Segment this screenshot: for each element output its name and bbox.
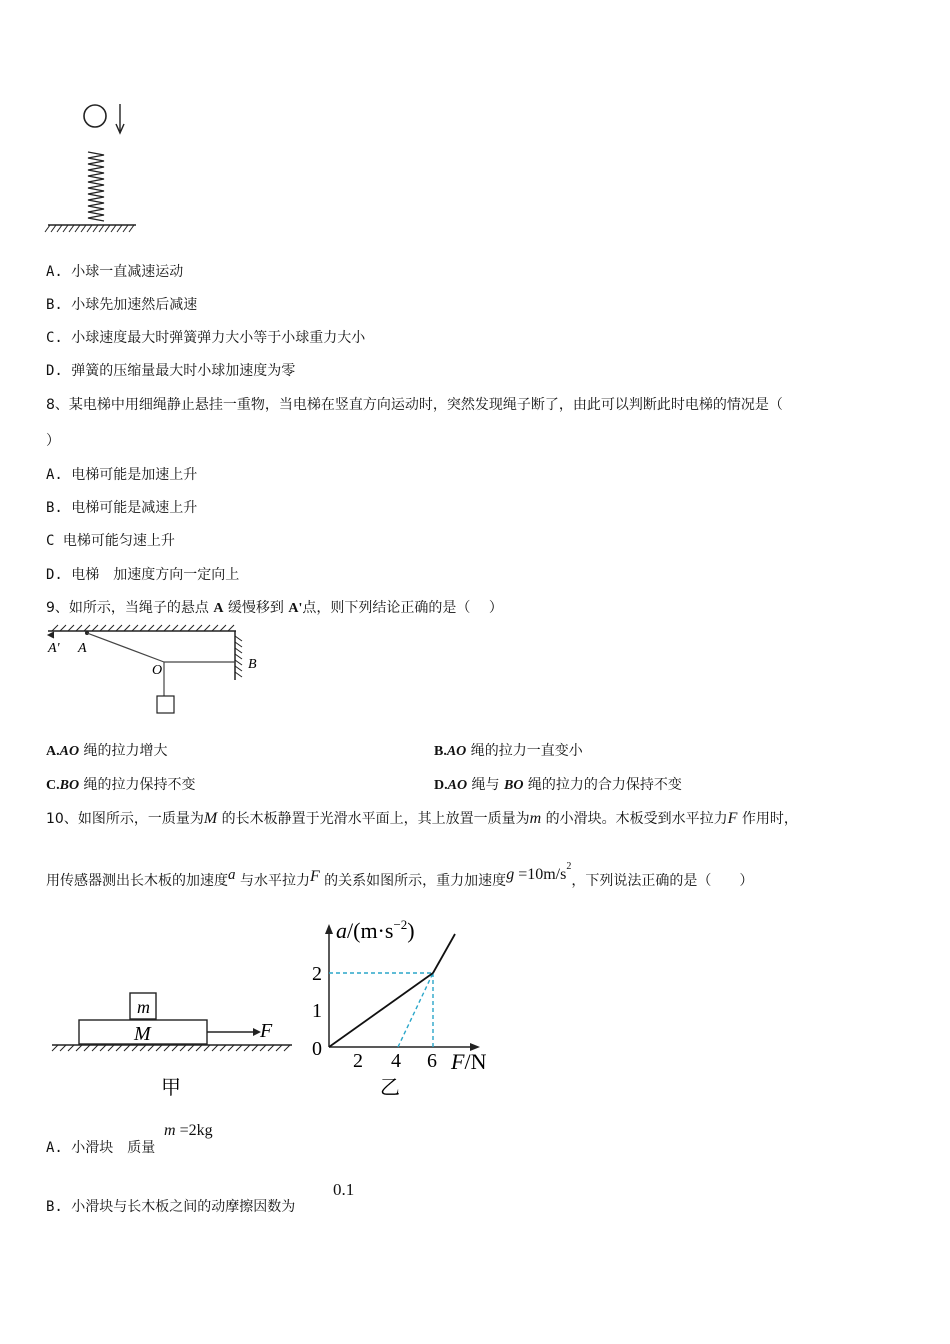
q9-point-a: A — [213, 601, 224, 616]
graph-line-segment-1 — [329, 973, 433, 1047]
label-a-prime: A' — [48, 641, 60, 656]
q10-opt-a-val: =2kg — [175, 1122, 213, 1139]
q9-stem-mid: 缓慢移到 — [223, 600, 289, 616]
q8-option-a: A. 电梯可能是加速上升 — [46, 467, 198, 483]
y-tick-2: 2 — [312, 963, 322, 985]
board-block-figure — [46, 985, 296, 1100]
q9-point-a-prime: A' — [288, 601, 303, 616]
q9-d-text1: 绳与 — [467, 777, 504, 793]
y-tick-0: 0 — [312, 1038, 322, 1060]
y-axis-label: $a/(m\cdot s^{-2})$ — [336, 917, 415, 943]
q10-var-a: a — [228, 867, 236, 883]
q9-option-b — [434, 740, 583, 760]
q10-option-b-value: 0.1 — [333, 1180, 355, 1199]
spring-coil — [88, 152, 104, 221]
q10-g-exp: 2 — [566, 861, 572, 873]
label-m: m — [137, 997, 150, 1017]
q9-stem-post: 点，则下列结论正确的是（ ） — [302, 600, 503, 616]
label-o: O — [152, 663, 163, 678]
q7-option-b: B. 小球先加速然后减速 — [46, 297, 198, 313]
q10-l1-a: 10、如图所示，一质量为 — [46, 811, 204, 827]
q10-stem-line1 — [46, 808, 798, 828]
q9-stem — [46, 597, 503, 617]
q9-c-var: BO — [59, 778, 80, 793]
q9-d-var: AO — [447, 778, 468, 793]
y-tick-1: 1 — [312, 1000, 322, 1022]
q9-a-text: 绳的拉力增大 — [79, 743, 168, 759]
q10-l1-b: 的长木板静置于光滑水平面上，其上放置一质量为 — [217, 811, 530, 827]
x-tick-6: 6 — [427, 1050, 437, 1072]
rope-figure — [40, 622, 280, 720]
q9-d-letter: D. — [434, 778, 448, 793]
q10-var-f: F — [727, 810, 738, 827]
rope-ao — [87, 633, 164, 662]
label-b: B — [248, 657, 257, 672]
caption-yi: 乙 — [380, 1077, 400, 1099]
x-tick-2: 2 — [353, 1050, 363, 1072]
a-f-graph — [300, 912, 510, 1104]
q10-var-f2: F — [309, 868, 320, 885]
q9-stem-pre: 9、如所示，当绳子的悬点 — [46, 600, 214, 616]
q9-a-var: AO — [59, 744, 80, 759]
q10-var-m: m — [529, 810, 542, 827]
q9-a-letter: A. — [46, 744, 60, 759]
q9-b-var: AO — [446, 744, 467, 759]
graph-line-segment-2 — [433, 934, 455, 973]
q7-option-c: C. 小球速度最大时弹簧弹力大小等于小球重力大小 — [46, 330, 366, 346]
q9-c-text: 绳的拉力保持不变 — [79, 777, 196, 793]
q10-var-g: g — [506, 866, 515, 883]
q10-g-value: =10m/s — [514, 866, 567, 883]
q10-l2-c: 的关系如图所示，重力加速度 — [319, 873, 507, 889]
q10-l2-d: ，下列说法正确的是（ ） — [571, 873, 754, 889]
q7-option-d: D. 弹簧的压缩量最大时小球加速度为零 — [46, 363, 296, 379]
q10-var-m-big: M — [203, 810, 218, 827]
label-force: F — [260, 1020, 273, 1042]
q10-stem-line2 — [46, 861, 754, 890]
q10-l1-d: 作用时， — [737, 811, 798, 827]
q9-option-a — [46, 740, 168, 760]
q8-option-b: B. 电梯可能是减速上升 — [46, 500, 198, 516]
q9-b-text: 绳的拉力一直变小 — [466, 743, 583, 759]
q8-option-d: D. 电梯 加速度方向一定向上 — [46, 567, 240, 583]
q9-b-letter: B. — [434, 744, 447, 759]
q10-l2-a: 用传感器测出长木板的加速度 — [46, 873, 228, 889]
guide-slope — [398, 973, 433, 1047]
q8-stem-end: ） — [46, 433, 60, 449]
label-board-m: M — [134, 1023, 151, 1045]
q9-option-c — [46, 774, 196, 794]
weight-block — [157, 696, 174, 713]
q9-c-letter: C. — [46, 778, 60, 793]
x-axis-label: F/N — [451, 1049, 487, 1074]
q10-option-a-text: A. 小滑块 质量 — [46, 1140, 156, 1156]
q7-option-a: A. 小球一直减速运动 — [46, 264, 184, 280]
caption-jia: 甲 — [161, 1077, 181, 1099]
y-axis-arrow-icon — [325, 924, 333, 934]
q9-option-d — [434, 774, 682, 794]
q10-l2-b: 与水平拉力 — [235, 873, 310, 889]
q9-d-var2: BO — [503, 778, 524, 793]
q9-d-text2: 绳的拉力的合力保持不变 — [523, 777, 682, 793]
ball-icon — [84, 105, 106, 127]
q10-option-b-text: B. 小滑块与长木板之间的动摩擦因数为 — [46, 1199, 296, 1215]
q10-option-a-value — [164, 1122, 213, 1140]
x-tick-4: 4 — [391, 1050, 401, 1072]
spring-ball-figure — [40, 95, 150, 240]
q8-stem: 8、某电梯中用细绳静止悬挂一重物，当电梯在竖直方向运动时，突然发现绳子断了，由此可以判断此时电梯的情况是（ — [46, 397, 783, 413]
label-a: A — [78, 641, 87, 656]
q10-opt-a-m: m — [164, 1122, 176, 1139]
q10-l1-c: 的小滑块。木板受到水平拉力 — [541, 811, 728, 827]
q8-option-c: C 电梯可能匀速上升 — [46, 533, 175, 549]
